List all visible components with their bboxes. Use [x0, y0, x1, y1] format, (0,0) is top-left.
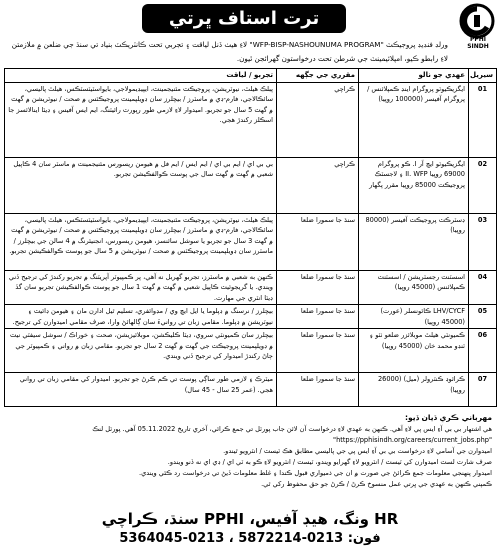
table-row [5, 329, 497, 373]
requirements-cell: بيچلرز سان ڪميونٽي سروي، ڊيٽا ڪليڪشن، موبلائيزيشن، صحت ۽ خوراڪ / سوشل سيفٽي نيٽ ۾ ڊويلپمينٽ پروجيڪٽ جي گهٽ ۾ گهٽ 2 سال جو تجربو. مقامي زبان ۾ رواني ۽ ڪمپيوٽر جي ڄاڻ رکندڙ اميدوار کي ترجيح ڏني ويندي. [5, 329, 277, 373]
location-cell: سنڌ جا سمورا ضلعا [277, 270, 359, 305]
table-row [5, 373, 497, 407]
footer-phone: فون: 0213-5872214 ، 0213-5364045 [119, 531, 381, 546]
requirements-cell: ميٽرڪ ۽ لازمي طور ساڳي پوسٽ تي ڪم ڪرڻ جو تجربو. اميدوار کي مقامي زبان تي رواني هجي. (عمر 25 سال - 45 سال) [5, 373, 277, 407]
location-cell: سنڌ جا سمورا ضلعا [277, 329, 359, 373]
header-serial: سيريل [469, 69, 497, 83]
requirements-cell: بي بي اي / ايم بي اي / ايم ايس / ايم فل ۾ هيومن ريسورس مئنيجمينٽ ۾ ماسٽر سان 4 ڪاپيل شعبي ۾ گهٽ ۾ گهٽ سال جي پوسٽ ڪوالفڪيشن تجربو. [5, 157, 277, 213]
header-location: مقرري جي جڳهه [277, 69, 359, 83]
location-cell: سنڌ جا سمورا ضلعا [277, 373, 359, 407]
table-row [5, 157, 497, 213]
intro-text: ورلڊ فنڊيڊ پروجيڪٽ "WFP-BISP-NASHOUNUMA PROGRAM" لاءِ هيٺ ڏنل لياقت ۽ تجربي تحت ڪانٽريڪٽ بنياد تي سنڌ جي ضلعن ۾ ملازمتن لاءِ رابطو ڪيو، امپلائيمينٽ جي شرطن تحت درخواستون گهرائجن ٿيون. [11, 40, 448, 63]
serial-cell: 04 [469, 270, 497, 305]
location-cell: سنڌ جا سمورا ضلعا [277, 305, 359, 329]
instructions-title: مهرباني ڪري ڌيان ڏيو: [405, 413, 492, 422]
serial-cell: 03 [469, 213, 497, 270]
instructions-list [8, 424, 492, 490]
location-cell: سنڌ جا سمورا ضلعا [277, 213, 359, 270]
serial-cell: 01 [469, 82, 497, 157]
serial-cell: 02 [469, 157, 497, 213]
post-cell: ايگزيڪيوٽو ايچ آر I. ڪو پروگرام 69000 روپيا II. WFP ۽ لاجسٽڪ پروجيڪٽ 85000 روپيا مقرر پگهار [359, 157, 469, 213]
serial-cell: 05 [469, 305, 497, 329]
jobs-table [4, 68, 497, 407]
post-cell: ايگزيڪيوٽو پروگرام اينڊ ڪمپلائنس / پروگرام آفيسر (100000 روپيا) [359, 82, 469, 157]
table-row [5, 270, 497, 305]
table-row [5, 213, 497, 270]
instruction-item: اميدوار پنهنجي معلومات جمع ڪرائڻ جي صورت ۾ ان جي ذميواري قبول ڪندا ۽ غلط معلومات ڏيڻ تي درخواست رد ڪئي ويندي. [138, 469, 492, 477]
location-cell: ڪراچي [277, 157, 359, 213]
post-cell: ڊسٽرڪٽ پروجيڪٽ آفيسر (80000 روپيا) [359, 213, 469, 270]
post-cell: ڪميونٽي هيلٿ موبلائزر ضلعو ٺٽو ۽ ٽنڊو محمد خان (45000 روپيا) [359, 329, 469, 373]
table-header-row [5, 69, 497, 83]
logo-text: PPHI SINDH [467, 36, 489, 50]
page-title: ترت استاف ڀرتي [142, 4, 346, 33]
post-cell: اسسٽنٽ رجسٽريشن / اسسٽنٽ ڪمپلائنس (45000 روپيا) [359, 270, 469, 305]
requirements-cell: ڪنهن به شعبي ۾ ماسٽرز، تجربو گهربل نه آهي، پر ڪمپيوٽر آپريٽنگ ۾ تجربو رکندڙ کي ترجيح ڏني ويندي. يا گريجوئيٽ ڪاپيل شعبي ۾ گهٽ ۾ گهٽ 1 سال جو پوسٽ ڪوالفڪيشن تجربو سان گڏ ڊيٽا انٽري جي مهارت. [5, 270, 277, 305]
serial-cell: 06 [469, 329, 497, 373]
requirements-cell: پبلڪ هيلٿ، نيوٽريشن، پروجيڪٽ مئنيجمينٽ، ايپيڊيمولاجي، بايواسٽيٽسٽڪس، هيلٿ پاليسي، سائڪالاجي، فارم-ڊي ۾ ماسٽرز / بيچلرز سان ڊويلپمينٽ پروجيڪٽس ۾ صحت / نيوٽريشن ۾ گهٽ ۾ گهٽ 3 سال جو تجربو يا سوشل سائنسز، هيومن ريسورس، انجنيئرنگ ۾ 4 سالن جي بيچلرز / ماسٽرز سان ڊويلپمينٽ پروجيڪٽس ۾ صحت / نيوٽريشن ۾ 5 سال جو پوسٽ ڪوالفڪيشن تجربو. [5, 213, 277, 270]
instruction-item: هي اشتهار بي بي آءِ ايس پي لاءِ آهي. ڪنهن به عهدي لاءِ درخواست آن لائن جاب پورٽل تي جمع ڪرائي، آخري تاريخ 05.11.2022 آهي. پورٽل لنڪ "https://pphisindh.org/careers/current_jobs.php" [92, 425, 492, 444]
header-requirements: تجربو / لياقت [5, 69, 277, 83]
requirements-cell: پبلڪ هيلٿ، نيوٽريشن، پروجيڪٽ مئنيجمينٽ، ايپيڊيمولاجي، بايواسٽيٽسٽڪس، هيلٿ پاليسي، سائڪالاجي، فارم-ڊي ۾ ماسٽرز / بيچلرز سان ڊويلپمينٽ پروجيڪٽس ۾ صحت / نيوٽريشن ۾ گهٽ ۾ گهٽ 5 سال جو تجربو. اميدوار لاءِ لازمي طور رپورٽ رائيٽنگ، ايم ايس آفيس ۽ ڊيٽا اينالائسز جا اسڪلز رکندڙ هجي. [5, 82, 277, 157]
instruction-item: اميدوارن جي آسامي لاءِ درخواست بي بي آءِ ايس پي جي پاليسي مطابق هڪ ٽيسٽ / انٽرويو ٿيندو. [223, 447, 492, 455]
instruction-item: ڪمپني ڪنهن به عهدي جي ڀرتي عمل منسوخ ڪرڻ / ڪرڻ جو حق محفوظ رکي ٿي. [261, 480, 492, 488]
serial-cell: 07 [469, 373, 497, 407]
location-cell: ڪراچي [277, 82, 359, 157]
header-post: عهدي جو نالو [359, 69, 469, 83]
requirements-cell: بيچلرز / نرسنگ ۾ ڊپلوما يا ايل ايڇ وي / مڊوائفري، تسليم ٿيل ادارن مان ۽ هيومن ڊائيٽ ۽ نيوٽريشن ۾ ڊپلوما. مقامي زبان تي روانيءَ سان ڳالهائڻ وارا، صرف مقامي اميدوارن کي ترجيح. [5, 305, 277, 329]
footer-address: HR ونگ، هيڊ آفيس، PPHI سنڌ، ڪراچي [101, 510, 399, 528]
table-row [5, 82, 497, 157]
table-row [5, 305, 497, 329]
post-cell: LHV/CYCF ڪائونسلر (عورت) (45000 روپيا) [359, 305, 469, 329]
instruction-item: صرف شارٽ لسٽ اميدوارن کي ٽيسٽ / انٽرويو لاءِ گهرايو ويندو، ٽيسٽ / انٽرويو لاءِ ڪو به ٽي اي / ڊي اي نه ڏنو ويندو. [167, 458, 492, 466]
post-cell: ڪرائوڊ ڪنٽرولر (ميل) (26000 روپيا) [359, 373, 469, 407]
